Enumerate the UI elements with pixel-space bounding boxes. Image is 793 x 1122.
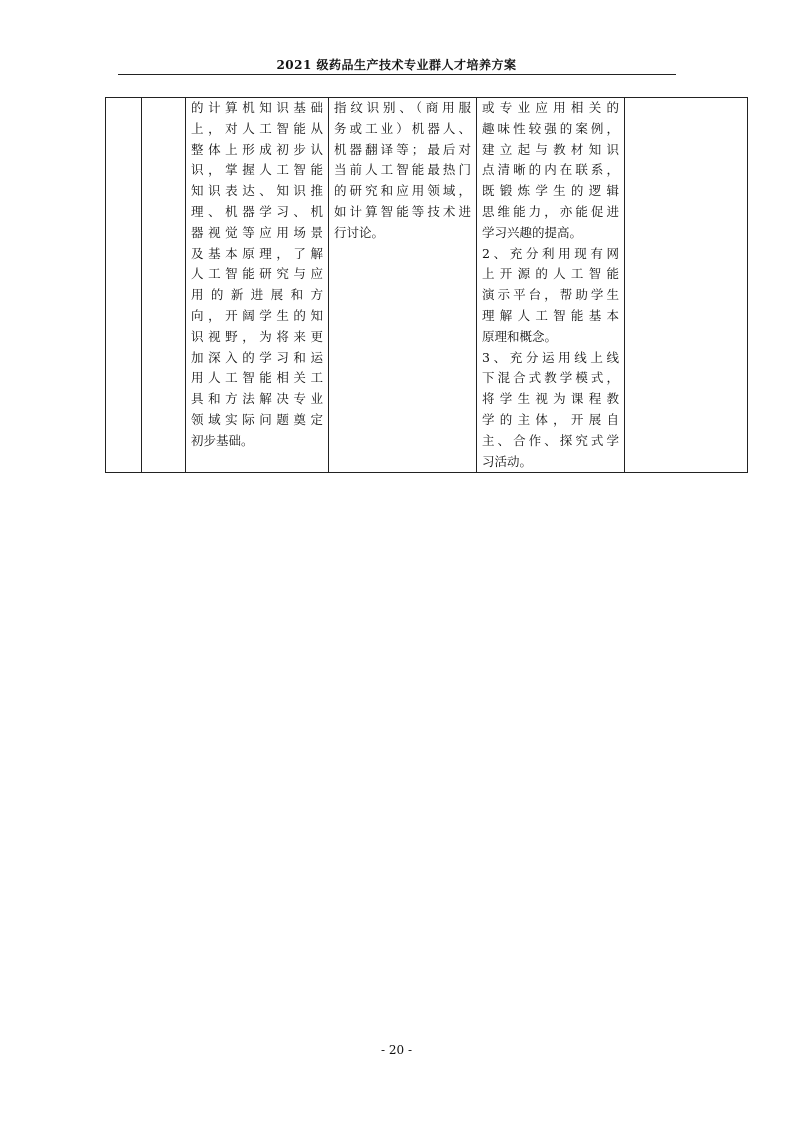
- method-line: 趣味性较强的案例，: [482, 120, 619, 136]
- content-line: 当前人工智能最热门: [334, 162, 471, 178]
- table-row: [106, 98, 748, 473]
- objectives-line: 器视觉等应用场景: [191, 224, 323, 240]
- objectives-line: 用的新进展和方: [191, 287, 323, 303]
- content-line: 指纹识别、（商用服: [334, 100, 471, 115]
- method-line: 将学生视为课程教: [482, 391, 619, 407]
- method-line: 既锻炼学生的逻辑: [482, 183, 619, 199]
- method-line: 3、充分运用线上线: [482, 349, 619, 365]
- objectives-line: 初步基础。: [191, 432, 254, 448]
- objectives-line: 及基本原理，了解: [191, 245, 323, 261]
- method-line: 原理和概念。: [482, 328, 558, 344]
- objectives-line: 人工智能研究与应: [191, 266, 323, 282]
- objectives-line: 理、机器学习、机: [191, 203, 323, 219]
- method-line: 学习兴趣的提高。: [482, 224, 583, 240]
- content-cell: [329, 98, 477, 473]
- method-line: 主、合作、探究式学: [482, 432, 619, 448]
- objectives-line: 加深入的学习和运: [191, 349, 323, 365]
- page-number: - 20 -: [380, 1043, 412, 1057]
- method-line: 上开源的人工智能: [482, 266, 619, 282]
- method-line: 习活动。: [482, 453, 533, 469]
- objectives-cell: [186, 98, 329, 473]
- method-cell: [477, 98, 625, 473]
- method-line: 点清晰的内在联系，: [482, 162, 619, 178]
- objectives-line: 识视野，为将来更: [191, 328, 323, 344]
- content-line: 行讨论。: [334, 224, 385, 240]
- method-line: 或专业应用相关的: [482, 100, 619, 115]
- table-cell-empty: [625, 98, 748, 473]
- objectives-line: 用人工智能相关工: [191, 370, 323, 386]
- content-line: 务或工业）机器人、: [334, 120, 471, 136]
- method-line: 理解人工智能基本: [482, 307, 619, 323]
- method-line: 建立起与教材知识: [482, 141, 619, 157]
- objectives-line: 识，掌握人工智能: [191, 162, 323, 178]
- table-cell-empty: [106, 98, 142, 473]
- method-line: 演示平台，帮助学生: [482, 287, 619, 303]
- objectives-line: 的计算机知识基础: [191, 100, 323, 115]
- content-line: 的研究和应用领域，: [334, 183, 471, 199]
- method-line: 下混合式教学模式，: [482, 370, 619, 386]
- document-header-title: 2021 级药品生产技术专业群人才培养方案: [276, 58, 517, 72]
- content-line: 如计算智能等技术进: [334, 203, 471, 219]
- method-line: 2、充分利用现有网: [482, 245, 619, 261]
- objectives-line: 上，对人工智能从: [191, 120, 323, 136]
- header-rule: [118, 74, 676, 75]
- objectives-line: 整体上形成初步认: [191, 141, 323, 157]
- method-line: 思维能力，亦能促进: [482, 203, 619, 219]
- objectives-line: 知识表达、知识推: [191, 183, 323, 199]
- objectives-line: 领域实际问题奠定: [191, 411, 323, 427]
- method-line: 学的主体，开展自: [482, 411, 619, 427]
- table-cell-empty: [142, 98, 186, 473]
- objectives-line: 具和方法解决专业: [191, 391, 323, 407]
- content-line: 机器翻译等；最后对: [334, 141, 471, 157]
- objectives-line: 向，开阔学生的知: [191, 307, 323, 323]
- course-table: [105, 97, 748, 473]
